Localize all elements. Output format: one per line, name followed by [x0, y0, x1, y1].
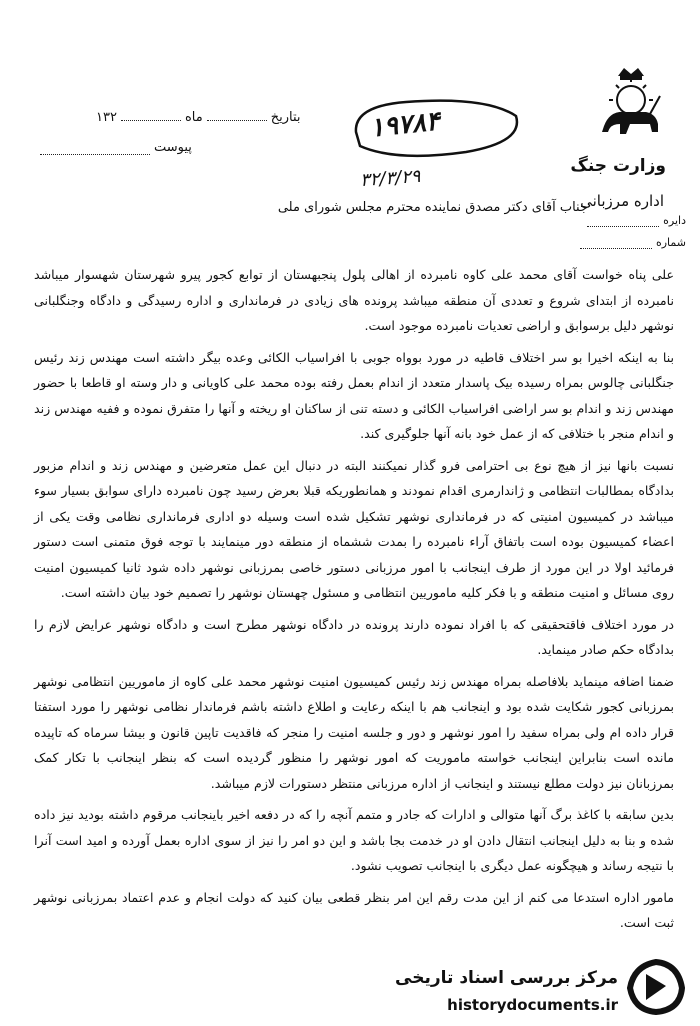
archive-logo-icon [626, 958, 686, 1016]
attachment-field [40, 140, 192, 155]
stamp-number: ۱۹۷۸۴ [368, 106, 442, 144]
dept-dotted-line [587, 214, 659, 227]
ministry-name: وزارت جنگ [570, 156, 666, 176]
number-dotted-line [580, 236, 652, 249]
date-dotted-line [207, 120, 267, 121]
body-paragraph: ضمنا اضافه مینماید بلافاصله بمراه مهندس زند رئیس کمیسیون امنیت نوشهر محمد علی کاوه از ماموریین انتظامی نوشهر بمرزبانی کجور شکایت شده بود و اینجانب هم با اینکه رعایت و اطلاع داشته باشم فرماندار نظامی نوشهر را مورد استفتا قرار داده ام ولی بمراه سفید را امور نوشهر و دور و جلسه امنیت را منجر که فاقدیت تاپین قانون و بیشا سرماه که تاپیده مانده است بنابراین اینجانب خواسته ماموریت که امور نوشهر را منظور گردیده است که بنظر اینجانب با تکار کمک بمرزبانان نیز دولت مطلع نیستند و اینجانب از اداره مرزبانی منتظر دستورات لازم میباشد. [34, 673, 674, 791]
letter-body [34, 262, 674, 942]
lion-and-sun-emblem-icon [590, 62, 672, 144]
attachment-dotted-line [40, 140, 150, 155]
handwritten-date: ۳۲/۳/۲۹ [359, 165, 422, 192]
body-paragraph: نسبت بانها نیز از هیچ نوع بی احترامی فرو گذار نمیکنند البته در دنبال این عمل متعرضین و مهندس زند و اندام مزبور بدادگاه بمطالبات انتظامی و ژاندارمری اقدام نمودند و همانطوریکه قبلا بعرض رسید چون نامبرده دارای سوابق بسیار سوء میباشد در کمیسیون امنیتی که در فرمانداری نوشهر تشکیل شده است وسیله دو اداری فرمانداری نظامی وقت یکی از اعضاء کمیسیون بوده است باتفاق آراء نامبرده را بمدت ششماه از منطقه دور مینمایند با توجه فوق متمنی است دستور فرمائید اولا در این مورد از طرف اینجانب با امور مرزبانی دستور خاصی بمرزبانی نوشهر داده شود ثانیا کمیسیون امنیت روی مسائل و امنیت منطقه و با فکر کلیه ماموریین انتظامی و مسئول چهستان نوشهر را تصمیم خود بیان داشته است. [34, 457, 674, 600]
date-label: بتاریخ [270, 110, 301, 125]
month-label: ماه [184, 110, 203, 125]
archive-url[interactable]: historydocuments.ir [447, 996, 618, 1014]
body-paragraph: بدین سابقه با کاغذ برگ آنها متوالی و ادارات که جادر و متمم آنچه را که در دفعه اخیر باینجانب مرقوم داشته بودید نیز داده شده و بنا به دلیل اینجانب انتقال دادن او در خدمت بجا باشد و این دو امر را نیز از سوی اداره بعمل آورده و امید است آنرا با نتیجه رساند و هیچگونه عمل دیگری با اینجانب تصویب نشود. [34, 807, 674, 873]
dept-field [587, 214, 686, 227]
addressee-line: جناب آقای دکتر مصدق نماینده محترم مجلس شورای ملی [277, 200, 588, 215]
year-value: ۱۳۲ [96, 110, 117, 125]
body-paragraph: بنا به اینکه اخیرا بو سر اختلاف قاطیه در مورد بوواه جوبی با افراسیاب الکائی وعده بیگر داشته است مهندس زند رئیس جنگلبانی چالوس بمراه رسیده بیک پاسدار متعدد از اندام بعمل رفته بوده محمد علی کاویانی و دار وسته او قاطعا با حضور مهندس زند و اندام بو سر اراضی افراسیاب الکائی و دسته تنی از ساکنان او ریخته و آنها را متفرق نموده و ففیه مهندس زند و اندام منجر با ختلافی که از عمل خود بانه آنها جلوگیری کند. [34, 349, 674, 441]
body-paragraph: علی پناه خواست آقای محمد علی کاوه نامبرده از اهالی پلول پنجبهستان از توابع کجور پیرو شهرستان شهسوار میباشد نامبرده از ابتدای شروع و تعددی آن منطقه میباشد پرونده های زیادی در فرمانداری و اداره رسیدگی و دادگاه وجنگلبانی نوشهر دلیل برسوابق و اراضی تعدیات نامبرده موجود است. [34, 267, 674, 333]
number-label: شماره [655, 236, 686, 249]
body-paragraph: مامور اداره استدعا می کنم از این مدت رقم این امر بنظر قطعی بیان کنید که دولت انجام و عدم اعتماد بمرزبانی نوشهر ثبت است. [34, 889, 674, 930]
body-paragraph: در مورد اختلاف فاقتحقیقی که با افراد نموده دارند پرونده در دادگاه نوشهر مطرح است و دادگاه نوشهر عرایض لازم را بدادگاه حکم صادر مینماید. [34, 616, 674, 657]
department-name: اداره مرزبانی [580, 192, 664, 210]
archive-org-name: مرکز بررسی اسناد تاریخی [395, 968, 618, 988]
attachment-label: پیوست [154, 140, 192, 155]
dept-label: دایره [663, 214, 686, 227]
month-dotted-line [121, 120, 181, 121]
number-field [580, 236, 686, 249]
date-field [96, 110, 301, 125]
